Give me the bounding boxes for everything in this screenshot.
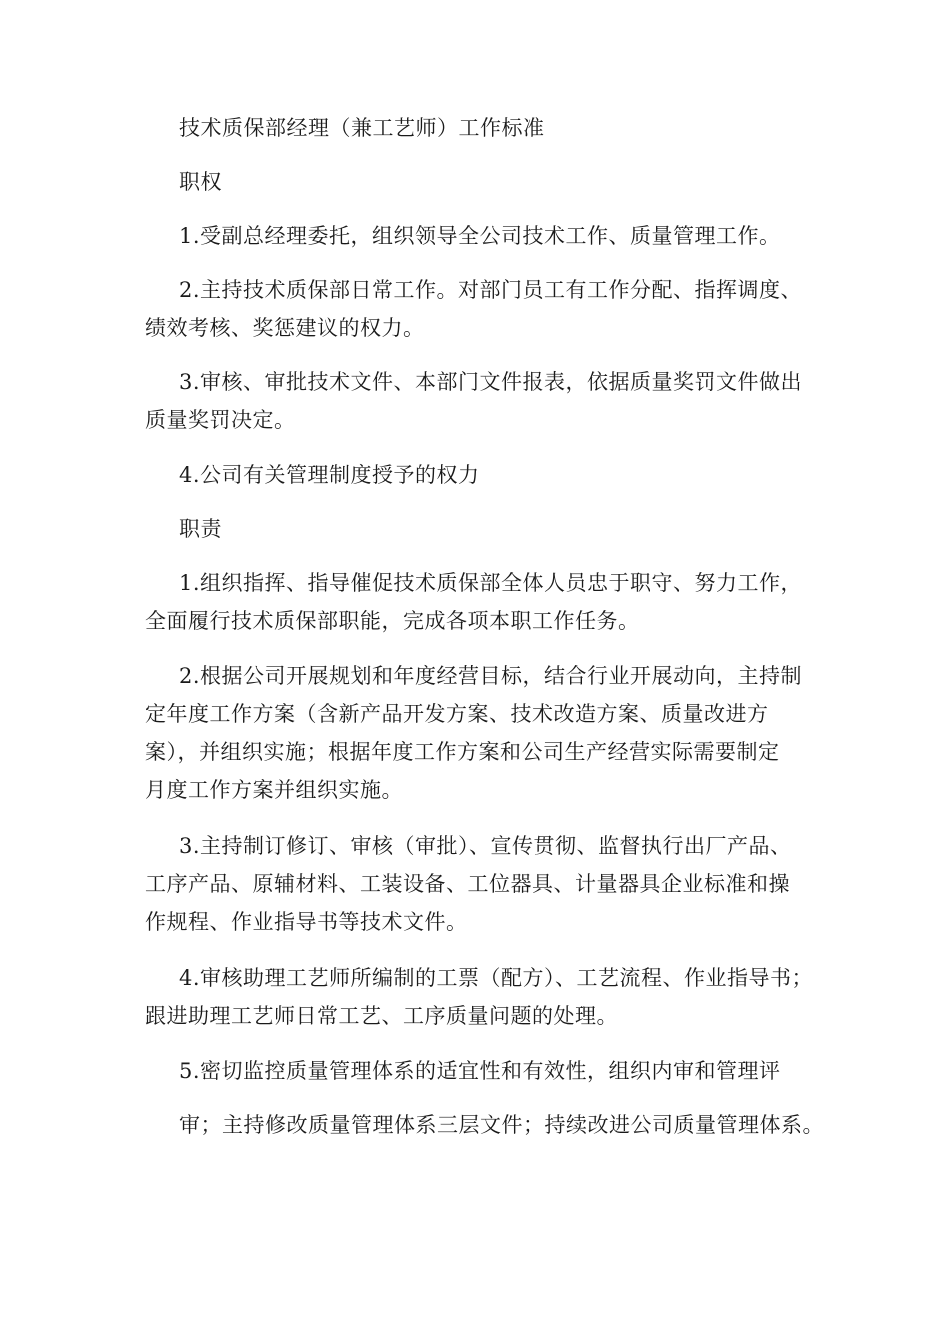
duty-item-4 (145, 959, 825, 1035)
paragraph-line: 2.主持技术质保部日常工作。对部门员工有工作分配、指挥调度、 (179, 278, 803, 302)
section-heading-text: 职责 (179, 517, 222, 541)
section-heading-text: 职权 (179, 170, 222, 194)
paragraph-line: 跟进助理工艺师日常工艺、工序质量问题的处理。 (145, 1004, 618, 1028)
paragraph-line: 1.组织指挥、指导催促技术质保部全体人员忠于职守、努力工作， (179, 571, 803, 595)
paragraph-line: 作规程、作业指导书等技术文件。 (145, 910, 468, 934)
paragraph-line: 3.审核、审批技术文件、本部门文件报表，依据质量奖罚文件做出 (179, 370, 803, 394)
duty-item-1 (145, 564, 825, 640)
paragraph-line: 审；主持修改质量管理体系三层文件；持续改进公司质量管理体系。 (179, 1113, 824, 1137)
paragraph-line: 绩效考核、奖惩建议的权力。 (145, 316, 425, 340)
duty-item-5 (145, 1052, 825, 1090)
paragraph-line: 案），并组织实施；根据年度工作方案和公司生产经营实际需要制定 (145, 740, 780, 764)
duty-item-3 (145, 827, 825, 941)
duty-item-5-continued (145, 1106, 825, 1144)
authority-item-3 (145, 363, 825, 439)
paragraph-line: 2.根据公司开展规划和年度经营目标，结合行业开展动向，主持制 (179, 664, 803, 688)
paragraph-line: 质量奖罚决定。 (145, 408, 296, 432)
authority-item-2 (145, 271, 825, 347)
authority-item-1 (145, 217, 825, 255)
section-heading-authority (145, 163, 825, 201)
paragraph-line: 4.公司有关管理制度授予的权力 (179, 463, 480, 487)
paragraph-line: 全面履行技术质保部职能，完成各项本职工作任务。 (145, 609, 640, 633)
paragraph-line: 工序产品、原辅材料、工装设备、工位器具、计量器具企业标准和操 (145, 872, 790, 896)
title-text: 技术质保部经理（兼工艺师）工作标准 (179, 116, 545, 140)
paragraph-line: 5.密切监控质量管理体系的适宜性和有效性，组织内审和管理评 (179, 1059, 781, 1083)
paragraph-line: 4.审核助理工艺师所编制的工票（配方）、工艺流程、作业指导书； (179, 966, 814, 990)
paragraph-line: 月度工作方案并组织实施。 (145, 778, 403, 802)
section-heading-duty (145, 510, 825, 548)
paragraph-line: 3.主持制订修订、审核（审批）、宣传贯彻、监督执行出厂产品、 (179, 834, 792, 858)
duty-item-2 (145, 657, 825, 809)
paragraph-line: 定年度工作方案（含新产品开发方案、技术改造方案、质量改进方 (145, 702, 769, 726)
paragraph-line: 1.受副总经理委托，组织领导全公司技术工作、质量管理工作。 (179, 224, 781, 248)
authority-item-4 (145, 456, 825, 494)
document-title (145, 109, 825, 147)
